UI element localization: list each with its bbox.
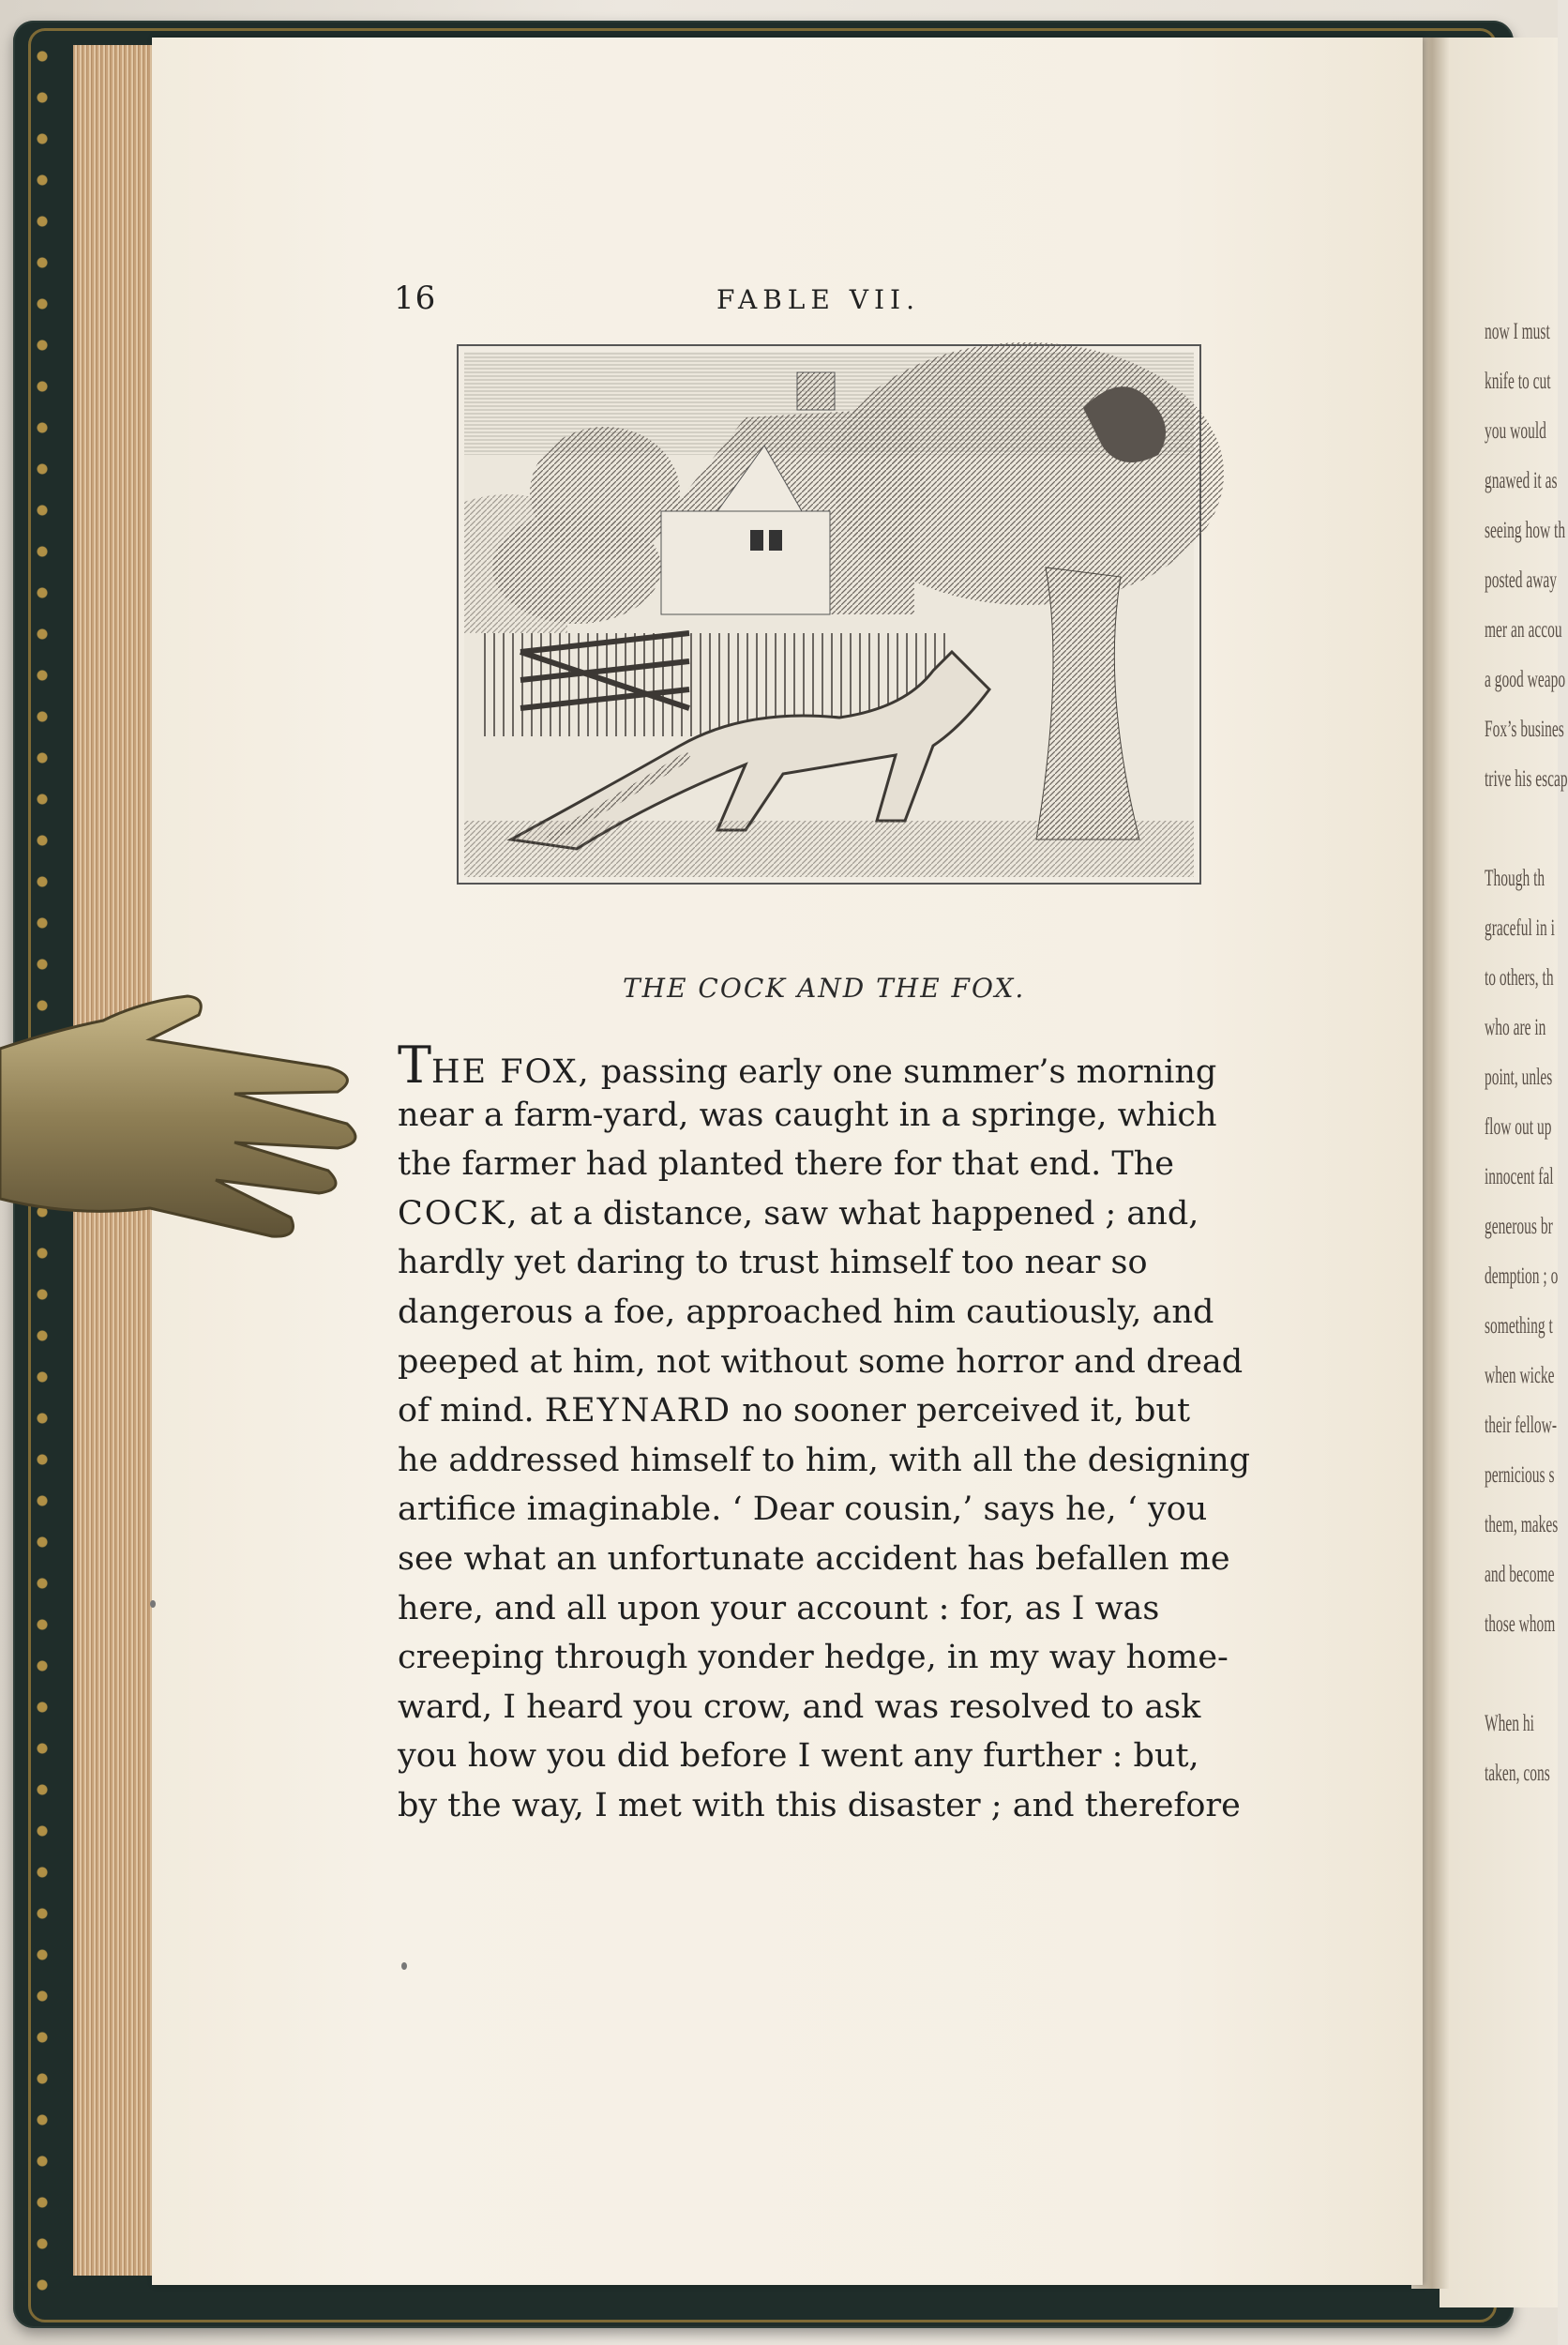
- drop-cap: T: [398, 1036, 432, 1095]
- facing-page-line: something t: [1485, 1313, 1553, 1339]
- text-line: you how you did before I went any further : but,: [398, 1737, 1199, 1776]
- text-line: near a farm-yard, was caught in a springe, which: [398, 1096, 1217, 1134]
- text-line-start: of mind.: [398, 1392, 545, 1430]
- cock-name: COCK,: [398, 1194, 520, 1233]
- text-line: [398, 1036, 1260, 1095]
- facing-page-line: now I must: [1485, 319, 1550, 344]
- fable-body: [398, 1036, 1260, 1831]
- running-head: FABLE VII.: [716, 284, 920, 315]
- text-line-rest: no sooner perceived it, but: [731, 1392, 1191, 1430]
- text-line: ward, I heard you crow, and was resolved to ask: [398, 1687, 1201, 1726]
- facing-page-line: posted away: [1485, 567, 1558, 593]
- text-line: peeped at him, not without some horror and dread: [398, 1342, 1244, 1381]
- facing-page-line: knife to cut: [1485, 369, 1551, 394]
- paper-blemish: [150, 1600, 156, 1608]
- text-line: artifice imaginable. ‘ Dear cousin,’ says he, ‘ you: [398, 1490, 1208, 1529]
- facing-page-line: a good weapo: [1485, 667, 1566, 692]
- text-line: see what an unfortunate accident has befallen me: [398, 1539, 1230, 1578]
- facing-page-line: pernicious s: [1485, 1462, 1555, 1488]
- text-line-rest: passing early one summer’s morning: [590, 1053, 1217, 1091]
- facing-page-line: Though th: [1485, 866, 1545, 891]
- facing-page-line: demption ; o: [1485, 1263, 1559, 1289]
- facing-page-line: those whom: [1485, 1611, 1556, 1637]
- facing-page-line: point, unles: [1485, 1065, 1553, 1090]
- text-line: the farmer had planted there for that end. The: [398, 1145, 1174, 1184]
- facing-page-line: flow out up: [1485, 1114, 1552, 1140]
- text-line: by the way, I met with this disaster ; and therefore: [398, 1786, 1241, 1824]
- facing-page-line: Fox’s busines: [1485, 717, 1564, 742]
- text-line: here, and all upon your account : for, as I was: [398, 1589, 1160, 1627]
- text-line-rest: at a distance, saw what happened ; and,: [519, 1194, 1199, 1233]
- facing-page-line: who are in: [1485, 1015, 1546, 1040]
- illustration-caption: THE COCK AND THE FOX.: [623, 973, 1026, 1004]
- facing-page-line: seeing how th: [1485, 518, 1566, 543]
- cock-and-fox-engraving-icon: [464, 352, 1194, 877]
- facing-page-line: their fellow-: [1485, 1413, 1558, 1438]
- facing-page-line: innocent fal: [1485, 1164, 1554, 1189]
- text-line: creeping through yonder hedge, in my way home-: [398, 1639, 1229, 1677]
- facing-page-line: gnawed it as: [1485, 468, 1558, 493]
- reynard-name: REYNARD: [544, 1392, 732, 1430]
- facing-page-line: when wicke: [1485, 1363, 1555, 1388]
- text-line: he addressed himself to him, with all the designing: [398, 1441, 1251, 1479]
- fox-name: HE FOX,: [431, 1053, 591, 1091]
- facing-page-line: graceful in i: [1485, 915, 1555, 941]
- paper-blemish: [401, 1962, 407, 1970]
- text-line: [398, 1189, 1260, 1239]
- facing-page-line: and become: [1485, 1562, 1555, 1587]
- text-line: dangerous a foe, approached him cautiously, and: [398, 1293, 1214, 1331]
- facing-page-line: them, makes: [1485, 1512, 1559, 1537]
- page-number: 16: [394, 280, 437, 317]
- engraving-frame: [457, 344, 1201, 885]
- facing-page: [1440, 38, 1568, 2307]
- facing-page-line: to others, th: [1485, 965, 1554, 991]
- brass-hand-bookweight-icon: [0, 983, 370, 1255]
- facing-page-line: When hi: [1485, 1711, 1534, 1736]
- facing-page-line: you would: [1485, 418, 1546, 444]
- facing-page-line: generous br: [1485, 1214, 1553, 1239]
- facing-page-line: taken, cons: [1485, 1761, 1550, 1786]
- text-line: hardly yet daring to trust himself too near so: [398, 1244, 1148, 1282]
- facing-page-line: mer an accou: [1485, 617, 1562, 643]
- text-line: [398, 1386, 1260, 1436]
- facing-page-line: trive his escap: [1485, 766, 1568, 792]
